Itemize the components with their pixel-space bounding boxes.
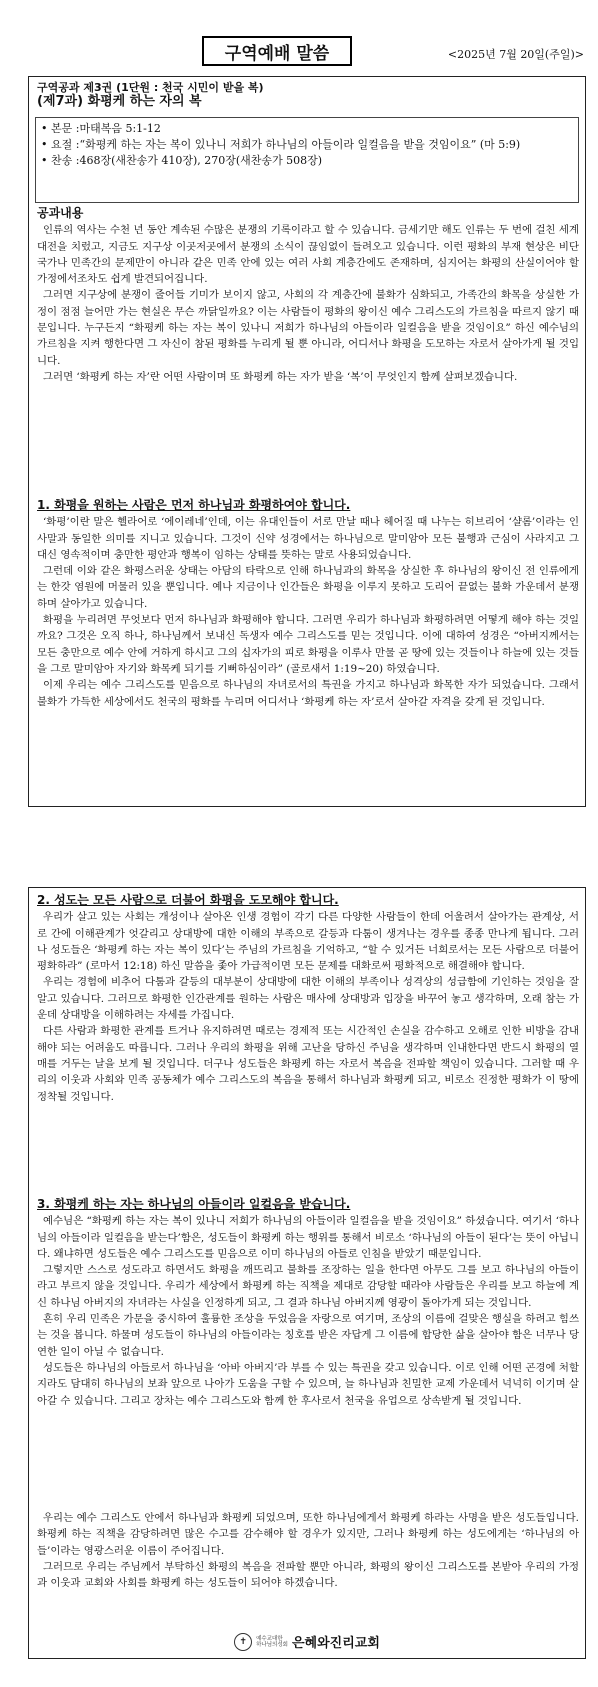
section-3-paragraph: 성도들은 하나님의 아들로서 하나님을 ‘아바 아버지’라 부를 수 있는 특권을 갖고 있습니다. 이로 인해 어떤 곤경에 처할지라도 담대히 하나님의 보좌 앞으로 나아가 도움을 구할 수 있으며, 늘 하나님과 친밀한 교제 가운데서 넉넉히 이기며 살아갈 수 있습니다. 그리고 장차는 예수 그리스도와 함께 한 후사로서 천국을 유업으로 상속받게 될 것입니다. <box>37 1361 579 1407</box>
info-value: “화평케 하는 자는 복이 있나니 저희가 하나님의 아들이라 일컬음을 받을 것임이요” (마 5:9) <box>79 138 521 151</box>
intro-paragraph: 인류의 역사는 수천 년 동안 계속된 수많은 분쟁의 기록이라고 할 수 있습니다. 금세기만 해도 인류는 두 번에 걸친 세계대전을 치렀고, 지금도 지구상 이곳저곳에서 분쟁의 소식이 끊임없이 들려오고 있습니다. 이런 평화의 부재 현상은 비단 국가나 민족간의 문제만이 아니라 같은 민족 안에 있는 여러 사회 계층간에도 존재하며, 심지어는 화평의 산실이어야 할 가정에서조차도 쉽게 발견되어집니다. <box>37 224 579 286</box>
intro-paragraph: 그러면 ‘화평케 하는 자’란 어떤 사람이며 또 화평케 하는 자가 받을 ‘복’이 무엇인지 함께 살펴보겠습니다. <box>43 370 518 383</box>
info-row-text <box>41 121 573 137</box>
church-name: 은혜와진리교회 <box>291 1636 380 1651</box>
section-3-paragraph: 흔히 우리 민족은 가문을 중시하여 훌륭한 조상을 두었음을 자랑으로 여기며, 조상의 이름에 걸맞은 행실을 하려고 힘쓰는 것을 봅니다. 하물며 성도들이 하나님의 아들이라는 칭호를 받은 자답게 그 이름에 합당한 삶을 살아야 함은 너무나 당연한 일이 아닐 수 없습니다. <box>37 1313 579 1358</box>
section-2-heading: 2. 성도는 모든 사람으로 더불어 화평을 도모해야 합니다. <box>37 893 339 907</box>
lesson-header <box>37 81 264 109</box>
info-value: 마태복음 5:1-12 <box>79 122 161 135</box>
lesson-panel-2 <box>28 887 586 1659</box>
info-label: • 본문 : <box>41 122 80 135</box>
section-1-paragraph: 이제 우리는 예수 그리스도를 믿음으로 하나님의 자녀로서의 특권을 가지고 하나님과 화목한 자가 되었습니다. 그래서 불화가 가득한 세상에서도 천국의 평화를 누리며 어디서나 ‘화평케 하는 자’로서 살아갈 자격을 갖게 된 것입니다. <box>37 679 579 708</box>
section-1-paragraph: 그런데 이와 같은 화평스러운 상태는 아담의 타락으로 인해 하나님과의 화목을 상실한 후 하나님의 왕이신 전 인류에게는 한갓 염원에 머물러 있을 뿐입니다. 예나 지금이나 인간들은 화평을 이루지 못하고 도리어 끝없는 불화 가운데서 분쟁하며 살아가고 있습니다. <box>37 565 579 610</box>
conclusion <box>37 1510 579 1591</box>
denomination: 예수교대한 하나님의성회 <box>256 1635 288 1648</box>
lesson-subtitle: 구역공과 제3권 (1단원 : 천국 시민이 받을 복) <box>37 81 264 94</box>
intro-section <box>37 205 579 385</box>
scripture-info-box <box>35 117 579 203</box>
section-2-paragraph: 우리가 살고 있는 사회는 개성이나 살아온 인생 경험이 각기 다른 다양한 사람들이 한데 어울려서 살아가는 관계상, 서로 간에 이해관계가 엇갈리고 상대방에 대한 이해의 부족으로 갈등과 다툼이 생겨나는 경우를 종종 만나게 됩니다. 그러나 성도들은 ‘화평케 하는 자는 복이 있다’는 주님의 가르침을 기억하고, “할 수 있거든 너희로서는 모든 사람으로 더불어 평화하라” (로마서 12:18) 하신 말씀을 좇아 가급적이면 모든 문제를 대화로써 평화적으로 해결해야 합니다. <box>37 911 579 973</box>
church-seal-icon: ✝ <box>234 1633 252 1651</box>
page-title: 구역예배 말씀 <box>202 36 352 66</box>
section-1-paragraph: 화평을 누리려면 무엇보다 먼저 하나님과 화평해야 합니다. 그러면 우리가 하나님과 화평하려면 어떻게 해야 하는 것일까요? 그것은 오직 하나, 하나님께서 보내신 독생자 예수 그리스도를 믿는 것입니다. 이에 대하여 성경은 “아버지께서는 모든 충만으로 예수 안에 거하게 하시고 그의 십자가의 피로 화평을 이루사 만물 곧 땅에 있는 것들이나 하늘에 있는 것들을 그로 말미암아 자기와 화목케 되기를 기뻐하심이라” (골로새서 1:19~20) 하였습니다. <box>37 614 579 675</box>
conclusion-paragraph: 그러므로 우리는 주님께서 부탁하신 화평의 복음을 전파할 뿐만 아니라, 화평의 왕이신 그리스도를 본받아 우리의 가정과 이웃과 교회와 사회를 화평케 하는 성도들이 되어야 하겠습니다. <box>37 1560 579 1590</box>
lesson-title: (제7과) 화평케 하는 자의 복 <box>37 94 202 109</box>
section-3 <box>37 1196 579 1409</box>
church-footer <box>29 1632 585 1651</box>
intro-heading: 공과내용 <box>37 206 84 220</box>
section-3-paragraph: 그렇지만 스스로 성도라고 하면서도 화평을 깨뜨리고 불화를 조장하는 일을 한다면 아무도 그를 보고 하나님의 아들이라고 부르지 않을 것입니다. 우리가 세상에서 화평케 하는 직책을 제대로 감당할 때라야 사람들은 우리를 보고 하늘에 계신 하나님 아버지의 자녀라는 사실을 인정하게 되고, 그 결과 하나님 아버지께 영광이 돌아가게 되는 것입니다. <box>37 1264 579 1309</box>
section-2-paragraph: 다른 사람과 화평한 관계를 트거나 유지하려면 때로는 경제적 또는 시간적인 손실을 감수하고 오해로 인한 비방을 감내해야 되는 어려움도 따릅니다. 그러나 우리의 화평을 위해 고난을 당하신 주님을 생각하며 인내한다면 반드시 화평의 열매를 거두는 날을 보게 될 것입니다. 더구나 성도들은 화평케 하는 자로서 복음을 전파할 책임이 있습니다. 그러할 때 우리의 이웃과 사회와 민족 공동체가 예수 그리스도의 복음을 통해서 하나님과 화평케 되고, 비로소 진정한 평화가 이 땅에 정착될 것입니다. <box>37 1025 579 1103</box>
info-label: • 찬송 : <box>41 154 80 167</box>
section-3-paragraph: 예수님은 “화평케 하는 자는 복이 있나니 저희가 하나님의 아들이라 일컬음을 받을 것임이요” 하셨습니다. 여기서 ‘하나님의 아들이라 일컬음을 받는다’함은, 성도들이 화평케 하는 행위를 통해서 비로소 ‘하나님의 아들이 된다’는 뜻이 아닙니다. 왜냐하면 성도들은 예수 그리스도를 믿음으로 이미 하나님의 아들로 인침을 받았기 때문입니다. <box>37 1215 579 1260</box>
section-1-paragraph: ‘화평’이란 말은 헬라어로 ‘에이레네’인데, 이는 유대인들이 서로 만날 때나 헤어질 때 나누는 히브리어 ‘샬롬’이라는 인사말과 동일한 의미를 지니고 있습니다. 그것이 신약 성경에서는 하나님으로 말미암아 모든 불행과 근심이 사라지고 그 대신 영속적이며 충만한 평안과 행복이 임하는 상태를 뜻하는 말로 사용되었습니다. <box>37 516 579 561</box>
service-date: <2025년 7월 20일(주일)> <box>447 48 584 61</box>
section-2 <box>37 892 579 1105</box>
info-label: • 요절 : <box>41 138 80 151</box>
section-1 <box>37 497 579 710</box>
info-row-hymn <box>41 153 573 169</box>
section-1-heading: 1. 화평을 원하는 사람은 먼저 하나님과 화평하여야 합니다. <box>37 498 351 512</box>
info-row-verse <box>41 137 573 153</box>
lesson-panel-1 <box>28 76 586 807</box>
section-2-paragraph: 우리는 경험에 비추어 다툼과 갈등의 대부분이 상대방에 대한 이해의 부족이나 성격상의 성급함에 기인하는 것임을 잘 알고 있습니다. 그러므로 화평한 인간관계를 원하는 사람은 매사에 상대방과 입장을 바꾸어 놓고 생각하며, 오래 참는 가운데 상대방을 이해하려는 자세를 가집니다. <box>37 976 579 1022</box>
conclusion-paragraph: 우리는 예수 그리스도 안에서 하나님과 화평케 되었으며, 또한 하나님에게서 화평케 하라는 사명을 받은 성도들입니다. 화평케 하는 직책을 감당하려면 많은 수고를 감수해야 할 경우가 있지만, 그러나 화평케 하는 성도에게는 ‘하나님의 아들’이라는 영광스러운 이름이 주어집니다. <box>37 1512 579 1557</box>
info-value: 468장(새찬송가 410장), 270장(새찬송가 508장) <box>79 154 323 167</box>
section-3-heading: 3. 화평케 하는 자는 하나님의 아들이라 일컬음을 받습니다. <box>37 1197 351 1211</box>
intro-paragraph: 그러면 지구상에 분쟁이 줄어들 기미가 보이지 않고, 사회의 각 계층간에 불화가 심화되고, 가족간의 화목을 상실한 가정이 점점 늘어만 가는 현실은 무슨 까닭일까요? 이는 사람들이 평화의 왕이신 예수 그리스도의 가르침을 따르지 않기 때문입니다. 누구든지 “화평케 하는 자는 복이 있나니 저희가 하나님의 아들이라 일컬음을 받을 것임이요” 하신 예수님의 가르침을 지켜 행한다면 그 자신이 참된 평화를 누리게 될 뿐 아니라, 어디서나 화평을 도모하는 자로서 살아가게 될 것입니다. <box>37 289 579 367</box>
